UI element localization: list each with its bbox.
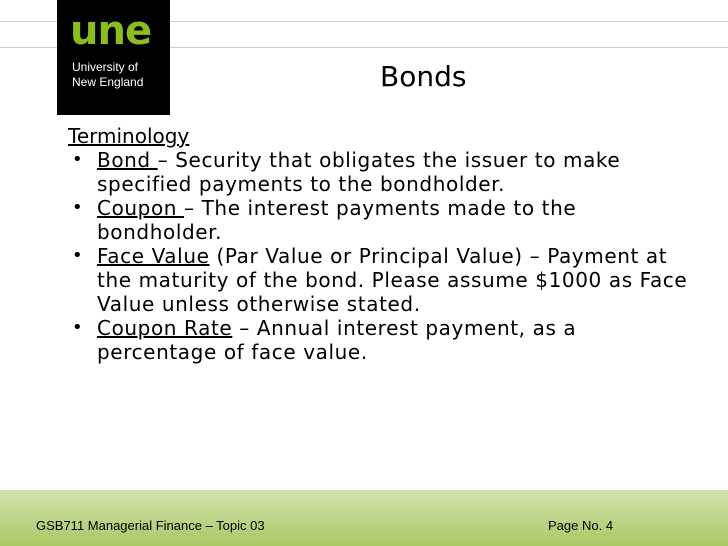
slide-title: Bonds [380, 60, 467, 93]
bullet-list [68, 148, 688, 364]
definition: – Annual interest payment, as a percentage of face value. [97, 316, 577, 364]
definition: (Par Value or Principal Value) – Payment at the maturity of the bond. Please assume $1000 as Face Value unless otherwise stated. [97, 244, 688, 316]
bullet-item [68, 148, 688, 196]
definition: – The interest payments made to the bondholder. [97, 196, 577, 244]
footer-page-number: Page No. 4 [548, 518, 614, 533]
university-logo [57, 0, 170, 115]
term: Bond [97, 148, 158, 172]
term: Coupon [97, 196, 185, 220]
bullet-dot-icon: • [72, 317, 84, 338]
definition: – Security that obligates the issuer to make specified payments to the bondholder. [97, 148, 621, 196]
slide-content [68, 124, 688, 364]
term: Coupon Rate [97, 316, 233, 340]
footer-bar [0, 490, 728, 546]
bullet-dot-icon: • [72, 245, 84, 266]
footer-course: GSB711 Managerial Finance – Topic 03 [36, 518, 265, 533]
logo-mark: une [70, 8, 152, 54]
bullet-item [68, 244, 688, 316]
logo-text [72, 60, 143, 90]
bullet-item [68, 196, 688, 244]
bullet-dot-icon: • [72, 197, 84, 218]
logo-line-2: New England [72, 75, 144, 89]
section-heading: Terminology [68, 124, 190, 148]
logo-line-1: University of [72, 60, 139, 74]
bullet-item [68, 316, 688, 364]
bullet-dot-icon: • [72, 149, 84, 170]
term: Face Value [97, 244, 210, 268]
